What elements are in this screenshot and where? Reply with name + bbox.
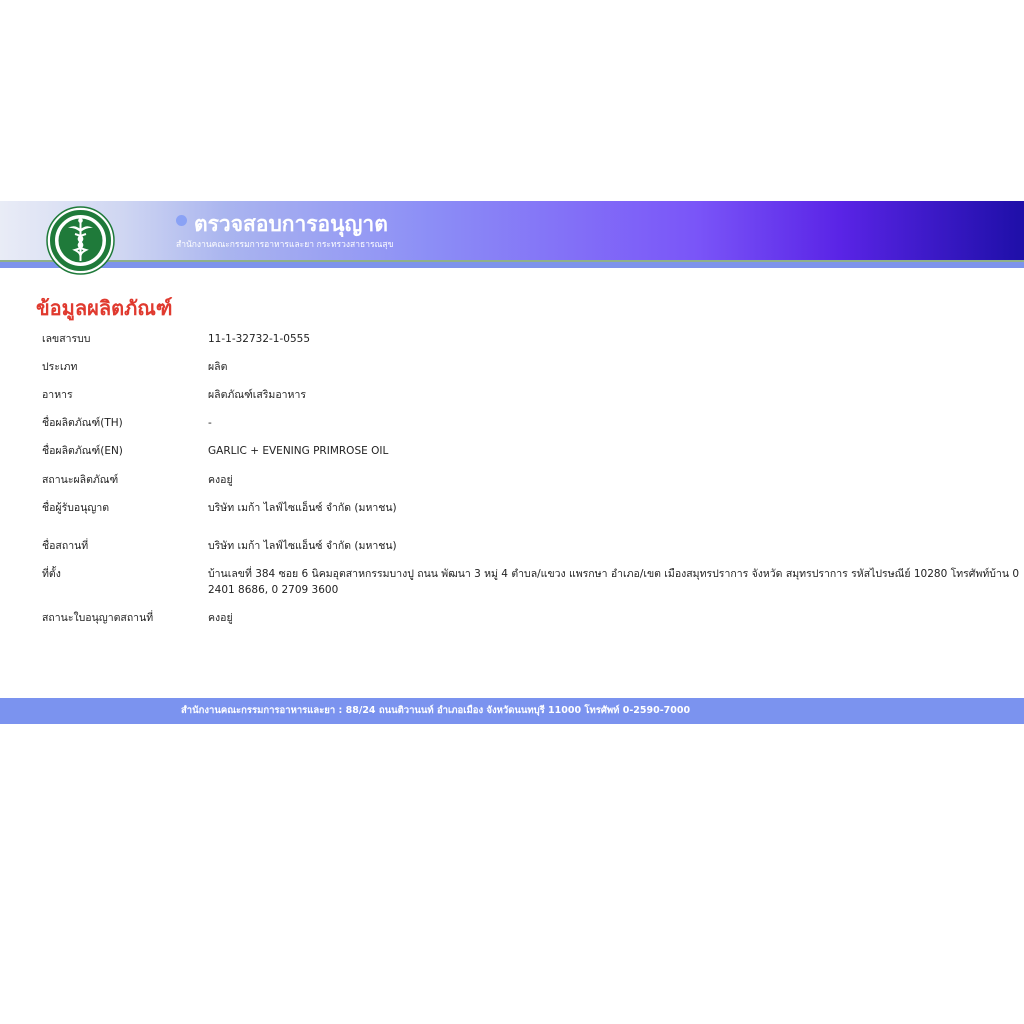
- field-value: ผลิตภัณฑ์เสริมอาหาร: [208, 389, 307, 401]
- header-underline: [0, 262, 1024, 268]
- footer-text: สำนักงานคณะกรรมการอาหารและยา : 88/24 ถนนติวานนท์ อำเภอเมือง จังหวัดนนทบุรี 11000 โทรศัพท์ 0-2590-7000: [181, 705, 691, 716]
- field-label: อาหาร: [42, 389, 73, 401]
- banner-bullet-icon: [176, 215, 187, 226]
- field-label: สถานะผลิตภัณฑ์: [42, 474, 119, 486]
- footer-bar: [0, 698, 1024, 724]
- page-title: ข้อมูลผลิตภัณฑ์: [36, 296, 173, 320]
- header-banner: [0, 201, 1024, 260]
- field-label: ประเภท: [42, 361, 78, 373]
- field-label: ชื่อผู้รับอนุญาต: [42, 502, 110, 514]
- field-value: บริษัท เมก้า ไลฟ์ไซแอ็นซ์ จำกัด (มหาชน): [208, 502, 397, 514]
- banner-title: ตรวจสอบการอนุญาต: [194, 212, 388, 236]
- banner-subtitle: สำนักงานคณะกรรมการอาหารและยา กระทรวงสาธารณสุข: [176, 240, 394, 250]
- field-value: GARLIC + EVENING PRIMROSE OIL: [208, 445, 389, 457]
- ministry-seal-icon: [46, 206, 115, 275]
- field-value: 11-1-32732-1-0555: [208, 333, 311, 345]
- field-value: บริษัท เมก้า ไลฟ์ไซแอ็นซ์ จำกัด (มหาชน): [208, 540, 397, 552]
- field-label: ชื่อสถานที่: [42, 540, 89, 552]
- field-value: ผลิต: [208, 361, 228, 373]
- field-value: คงอยู่: [208, 474, 233, 486]
- field-value: -: [208, 417, 212, 429]
- field-label: สถานะใบอนุญาตสถานที่: [42, 612, 154, 624]
- field-value: บ้านเลขที่ 384 ซอย 6 นิคมอุตสาหกรรมบางปู ถนน พัฒนา 3 หมู่ 4 ตำบล/แขวง แพรกษา อำเภอ/เขต เมืองสมุทรปราการ จังหวัด สมุทรปราการ รหัสไปรษณีย์ 10280 โทรศัพท์บ้าน 0 2401 8686, 0 2709 3600: [208, 568, 1020, 596]
- field-value: คงอยู่: [208, 612, 233, 624]
- field-label: ที่ตั้ง: [42, 568, 61, 580]
- field-label: ชื่อผลิตภัณฑ์(EN): [42, 445, 123, 457]
- field-label: ชื่อผลิตภัณฑ์(TH): [42, 417, 123, 429]
- field-label: เลขสารบบ: [42, 333, 91, 345]
